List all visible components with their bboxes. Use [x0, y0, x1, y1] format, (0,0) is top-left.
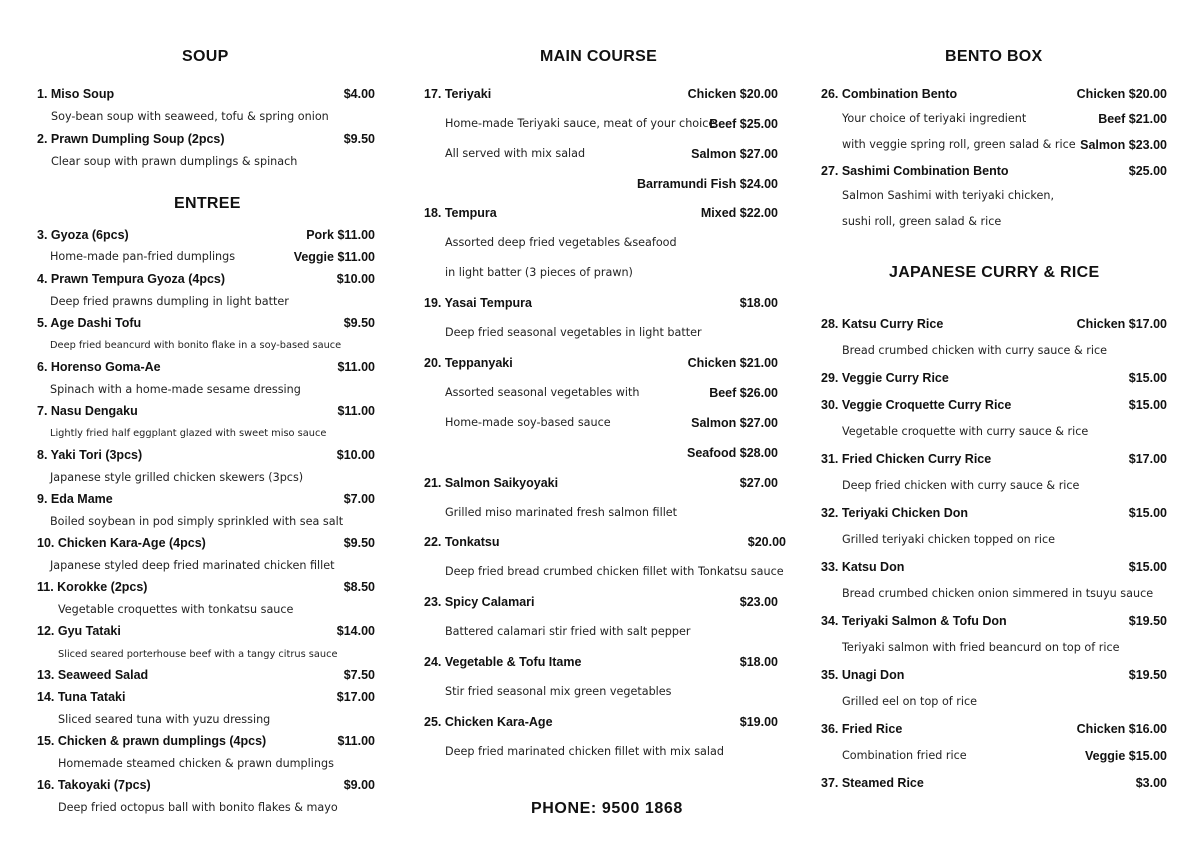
item-name: 8. Yaki Tori (3pcs) [37, 448, 143, 462]
item-price-variant: Beef $26.00 [709, 386, 778, 400]
menu-item [37, 624, 375, 640]
item-name: 9. Eda Mame [37, 492, 113, 506]
item-name: 10. Chicken Kara-Age (4pcs) [37, 536, 206, 550]
menu-item [821, 87, 1167, 103]
item-price: $14.00 [336, 624, 375, 638]
menu-item [37, 404, 375, 420]
item-name: 2. Prawn Dumpling Soup (2pcs) [37, 132, 225, 146]
item-price: Mixed $22.00 [700, 206, 778, 220]
right-column [821, 0, 1167, 848]
item-description: Boiled soybean in pod simply sprinkled with sea salt [50, 515, 344, 528]
item-price: $18.00 [739, 655, 778, 669]
item-name: 22. Tonkatsu [424, 535, 500, 549]
menu-item [821, 398, 1167, 414]
item-name: 21. Salmon Saikyoyaki [424, 476, 559, 490]
item-price: $11.00 [337, 360, 375, 374]
item-price: $7.50 [343, 668, 375, 682]
section-title-main-course: MAIN COURSE [540, 48, 658, 65]
item-description: Grilled miso marinated fresh salmon fillet [445, 506, 678, 519]
item-name: 3. Gyoza (6pcs) [37, 228, 129, 242]
section-title-bento-box: BENTO BOX [945, 48, 1043, 65]
item-price-variant: Salmon $27.00 [691, 147, 778, 161]
item-description: Japanese styled deep fried marinated chicken fillet [50, 559, 335, 572]
item-name: 20. Teppanyaki [424, 356, 513, 370]
item-price: $3.00 [1135, 776, 1167, 790]
item-price-variant: Salmon $23.00 [1080, 138, 1167, 152]
item-price: Chicken $17.00 [1076, 317, 1167, 331]
menu-item [37, 87, 375, 103]
item-name: 14. Tuna Tataki [37, 690, 126, 704]
item-description: Deep fried beancurd with bonito flake in a soy-based sauce [50, 340, 342, 351]
menu-item [37, 734, 375, 750]
menu-item [37, 690, 375, 706]
item-price-variant: Beef $21.00 [1098, 112, 1167, 126]
item-description: Assorted deep fried vegetables &seafood [445, 236, 677, 249]
item-price: $4.00 [343, 87, 375, 101]
item-description: Lightly fried half eggplant glazed with sweet miso sauce [50, 428, 327, 439]
item-price: $20.00 [747, 535, 786, 549]
item-description: Deep fried octopus ball with bonito flakes & mayo [58, 801, 338, 814]
item-description: Homemade steamed chicken & prawn dumplings [58, 757, 334, 770]
item-price: Chicken $20.00 [687, 87, 778, 101]
menu-item [37, 360, 375, 376]
item-name: 34. Teriyaki Salmon & Tofu Don [821, 614, 1007, 628]
item-price: $10.00 [336, 272, 375, 286]
item-name: 23. Spicy Calamari [424, 595, 535, 609]
menu-item [37, 272, 375, 288]
item-description: Bread crumbed chicken onion simmered in tsuyu sauce [842, 587, 1154, 600]
item-description: Vegetable croquettes with tonkatsu sauce [58, 603, 294, 616]
item-price: $9.50 [343, 132, 375, 146]
menu-item [37, 580, 375, 596]
menu-item [821, 614, 1167, 630]
menu-item [424, 356, 778, 372]
item-description: Grilled teriyaki chicken topped on rice [842, 533, 1056, 546]
item-name: 30. Veggie Croquette Curry Rice [821, 398, 1012, 412]
item-description: in light batter (3 pieces of prawn) [445, 266, 633, 279]
menu-item [821, 560, 1167, 576]
item-price: Pork $11.00 [306, 228, 375, 242]
item-price: $10.00 [336, 448, 375, 462]
item-price-variant: Veggie $11.00 [293, 250, 375, 264]
item-name: 31. Fried Chicken Curry Rice [821, 452, 992, 466]
item-name: 29. Veggie Curry Rice [821, 371, 949, 385]
menu-item [37, 316, 375, 332]
item-price: Chicken $21.00 [687, 356, 778, 370]
item-description: Battered calamari stir fried with salt pepper [445, 625, 691, 638]
item-description: Sliced seared porterhouse beef with a tangy citrus sauce [58, 649, 338, 660]
item-price: $25.00 [1128, 164, 1167, 178]
item-price-variant: Veggie $15.00 [1084, 749, 1167, 763]
left-column [37, 0, 375, 848]
item-price: $17.00 [336, 690, 375, 704]
item-name: 4. Prawn Tempura Gyoza (4pcs) [37, 272, 226, 286]
item-price: $15.00 [1128, 371, 1167, 385]
item-price-variant: Barramundi Fish $24.00 [636, 177, 778, 191]
menu-item [821, 317, 1167, 333]
item-price: $23.00 [739, 595, 778, 609]
menu-item [424, 655, 778, 671]
item-description: Vegetable croquette with curry sauce & rice [842, 425, 1089, 438]
item-description: Stir fried seasonal mix green vegetables [445, 685, 672, 698]
menu-item [821, 722, 1167, 738]
item-name: 7. Nasu Dengaku [37, 404, 138, 418]
item-description: Spinach with a home-made sesame dressing [50, 383, 301, 396]
item-name: 35. Unagi Don [821, 668, 905, 682]
item-price: $19.00 [739, 715, 778, 729]
item-name: 25. Chicken Kara-Age [424, 715, 553, 729]
item-price: $7.00 [343, 492, 375, 506]
item-price: $27.00 [739, 476, 778, 490]
menu-item [37, 132, 375, 148]
item-price: $15.00 [1128, 398, 1167, 412]
phone-number: PHONE: 9500 1868 [531, 800, 683, 817]
item-name: 16. Takoyaki (7pcs) [37, 778, 151, 792]
item-price: $19.50 [1128, 668, 1167, 682]
item-description: Deep fried seasonal vegetables in light batter [445, 326, 702, 339]
item-price: $18.00 [739, 296, 778, 310]
item-description: sushi roll, green salad & rice [842, 215, 1002, 228]
item-price: $9.50 [343, 536, 375, 550]
item-name: 32. Teriyaki Chicken Don [821, 506, 969, 520]
item-description: Deep fried bread crumbed chicken fillet with Tonkatsu sauce [445, 565, 784, 578]
menu-item [424, 206, 778, 222]
item-price-variant: Beef $25.00 [709, 117, 778, 131]
item-description: Home-made soy-based sauce [445, 416, 611, 429]
item-description: Deep fried prawns dumpling in light batter [50, 295, 289, 308]
item-name: 28. Katsu Curry Rice [821, 317, 944, 331]
section-title-soup: SOUP [182, 48, 229, 65]
item-price: $17.00 [1128, 452, 1167, 466]
item-name: 6. Horenso Goma-Ae [37, 360, 161, 374]
menu-item [424, 535, 786, 551]
item-price: $15.00 [1128, 560, 1167, 574]
menu-item [821, 668, 1167, 684]
menu-item [37, 778, 375, 794]
item-name: 19. Yasai Tempura [424, 296, 532, 310]
menu-item [821, 164, 1167, 180]
item-name: 13. Seaweed Salad [37, 668, 149, 682]
item-name: 15. Chicken & prawn dumplings (4pcs) [37, 734, 267, 748]
item-description: Deep fried chicken with curry sauce & rice [842, 479, 1080, 492]
item-name: 1. Miso Soup [37, 87, 115, 101]
menu-item [37, 668, 375, 684]
menu-item [424, 87, 778, 103]
item-name: 26. Combination Bento [821, 87, 958, 101]
menu-item [424, 476, 778, 492]
item-description: Combination fried rice [842, 749, 967, 762]
item-name: 36. Fried Rice [821, 722, 903, 736]
menu-item [821, 506, 1167, 522]
item-name: 11. Korokke (2pcs) [37, 580, 148, 594]
menu-item [424, 296, 778, 312]
item-description: Assorted seasonal vegetables with [445, 386, 640, 399]
item-description: with veggie spring roll, green salad & rice [842, 138, 1076, 151]
item-price-variant: Seafood $28.00 [686, 446, 778, 460]
menu-item [821, 371, 1167, 387]
item-description: Clear soup with prawn dumplings & spinach [51, 155, 298, 168]
item-name: 17. Teriyaki [424, 87, 492, 101]
item-description: Teriyaki salmon with fried beancurd on top of rice [842, 641, 1120, 654]
item-price-variant: Salmon $27.00 [691, 416, 778, 430]
item-description: Your choice of teriyaki ingredient [842, 112, 1027, 125]
menu-item [37, 492, 375, 508]
item-name: 24. Vegetable & Tofu Itame [424, 655, 582, 669]
item-name: 18. Tempura [424, 206, 497, 220]
item-description: Home-made pan-fried dumplings [50, 250, 236, 263]
item-name: 5. Age Dashi Tofu [37, 316, 142, 330]
menu-item [821, 452, 1167, 468]
item-description: Home-made Teriyaki sauce, meat of your choice [445, 117, 716, 130]
item-description: Soy-bean soup with seaweed, tofu & spring onion [51, 110, 329, 123]
item-price: $9.00 [343, 778, 375, 792]
item-price: $11.00 [337, 734, 375, 748]
item-price: $11.00 [337, 404, 375, 418]
item-description: Deep fried marinated chicken fillet with mix salad [445, 745, 724, 758]
item-description: All served with mix salad [445, 147, 586, 160]
item-price: $9.50 [343, 316, 375, 330]
item-description: Japanese style grilled chicken skewers (3pcs) [50, 471, 304, 484]
item-description: Grilled eel on top of rice [842, 695, 978, 708]
item-description: Bread crumbed chicken with curry sauce & rice [842, 344, 1108, 357]
menu-item [821, 776, 1167, 792]
menu-item [424, 715, 778, 731]
middle-column [424, 0, 786, 848]
section-title-japanese-curry-rice: JAPANESE CURRY & RICE [889, 264, 1100, 281]
section-title-entree: ENTREE [174, 195, 241, 212]
item-price: $19.50 [1128, 614, 1167, 628]
item-name: 12. Gyu Tataki [37, 624, 121, 638]
item-description: Salmon Sashimi with teriyaki chicken, [842, 189, 1054, 202]
menu-item [37, 448, 375, 464]
menu-item [37, 228, 375, 244]
item-description: Sliced seared tuna with yuzu dressing [58, 713, 271, 726]
item-name: 27. Sashimi Combination Bento [821, 164, 1009, 178]
item-price: $8.50 [343, 580, 375, 594]
item-price: $15.00 [1128, 506, 1167, 520]
item-name: 37. Steamed Rice [821, 776, 924, 790]
item-name: 33. Katsu Don [821, 560, 905, 574]
item-price: Chicken $16.00 [1076, 722, 1167, 736]
menu-item [37, 536, 375, 552]
menu-item [424, 595, 778, 611]
item-price: Chicken $20.00 [1076, 87, 1167, 101]
